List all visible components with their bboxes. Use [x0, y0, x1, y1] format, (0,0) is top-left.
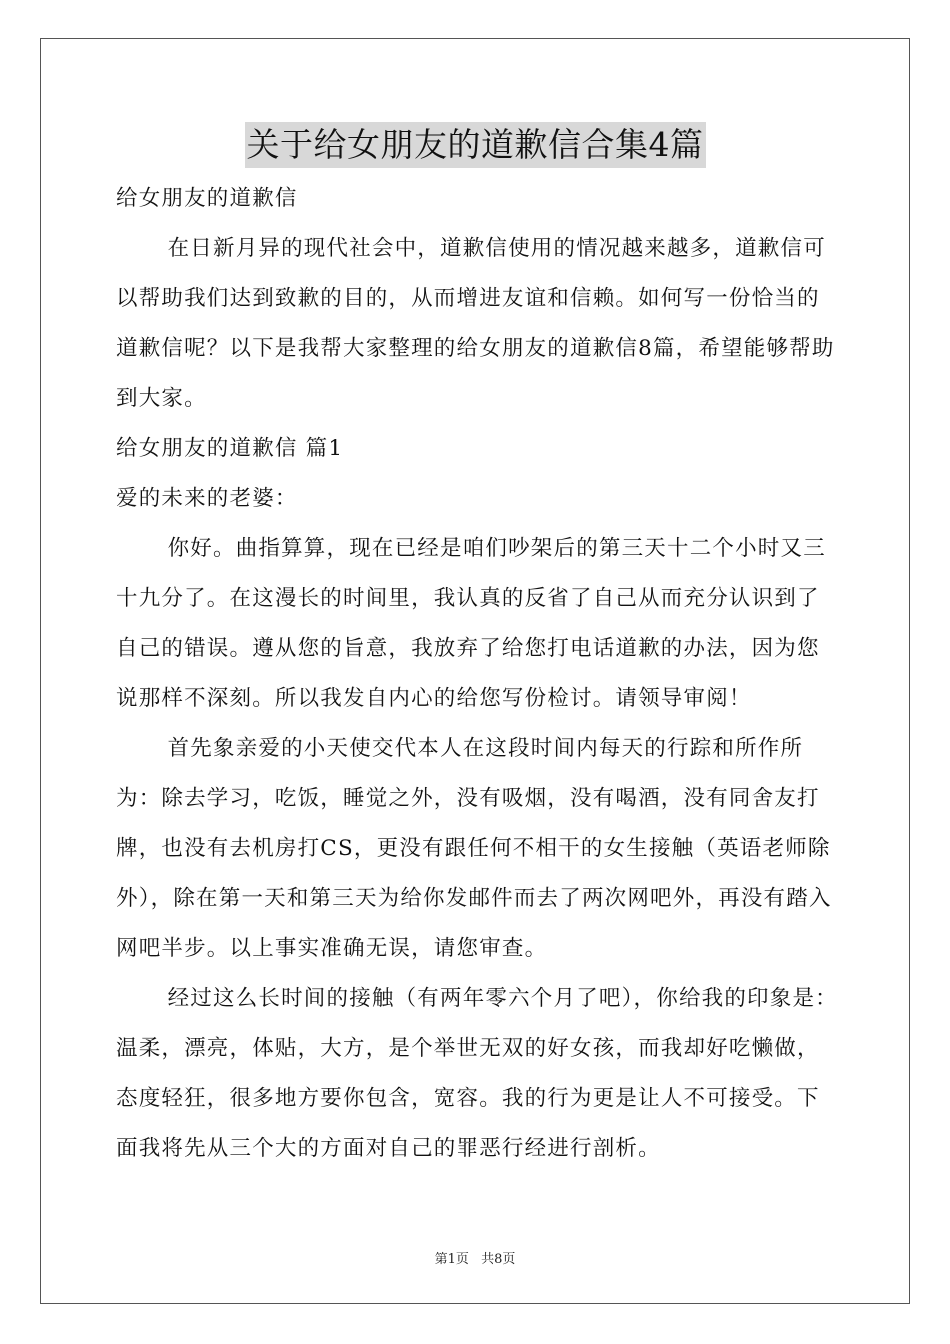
page-footer — [0, 1248, 950, 1267]
paragraph: 在日新月异的现代社会中，道歉信使用的情况越来越多，道歉信可以帮助我们达到致歉的目的，从而增进友谊和信赖。如何写一份恰当的道歉信呢？以下是我帮大家整理的给女朋友的道歉信8篇，希望能够帮助到大家。 — [116, 236, 835, 411]
paragraph: 爱的未来的老婆： — [116, 486, 298, 511]
page-number: 第1页 — [434, 1252, 469, 1267]
page-total: 共8页 — [481, 1252, 516, 1267]
title-wrap — [0, 122, 950, 168]
paragraph: 你好。曲指算算，现在已经是咱们吵架后的第三天十二个小时又三十九分了。在这漫长的时间里，我认真的反省了自己从而充分认识到了自己的错误。遵从您的旨意，我放弃了给您打电话道歉的办法，因为您说那样不深刻。所以我发自内心的给您写份检讨。请领导审阅！ — [116, 536, 826, 711]
paragraph: 经过这么长时间的接触（有两年零六个月了吧），你给我的印象是：温柔，漂亮，体贴，大方，是个举世无双的好女孩，而我却好吃懒做，态度轻狂，很多地方要你包含，宽容。我的行为更是让人不可接受。下面我将先从三个大的方面对自己的罪恶行经进行剖析。 — [116, 986, 838, 1161]
document-body — [116, 174, 838, 1174]
document-title: 关于给女朋友的道歉信合集4篇 — [245, 122, 706, 168]
paragraph: 给女朋友的道歉信 篇1 — [116, 436, 344, 461]
paragraph: 首先象亲爱的小天使交代本人在这段时间内每天的行踪和所作所为：除去学习，吃饭，睡觉之外，没有吸烟，没有喝酒，没有同舍友打牌，也没有去机房打CS，更没有跟任何不相干的女生接触（英语老师除外），除在第一天和第三天为给你发邮件而去了两次网吧外，再没有踏入网吧半步。以上事实准确无误，请您审查。 — [116, 736, 832, 961]
paragraph: 给女朋友的道歉信 — [116, 186, 298, 211]
